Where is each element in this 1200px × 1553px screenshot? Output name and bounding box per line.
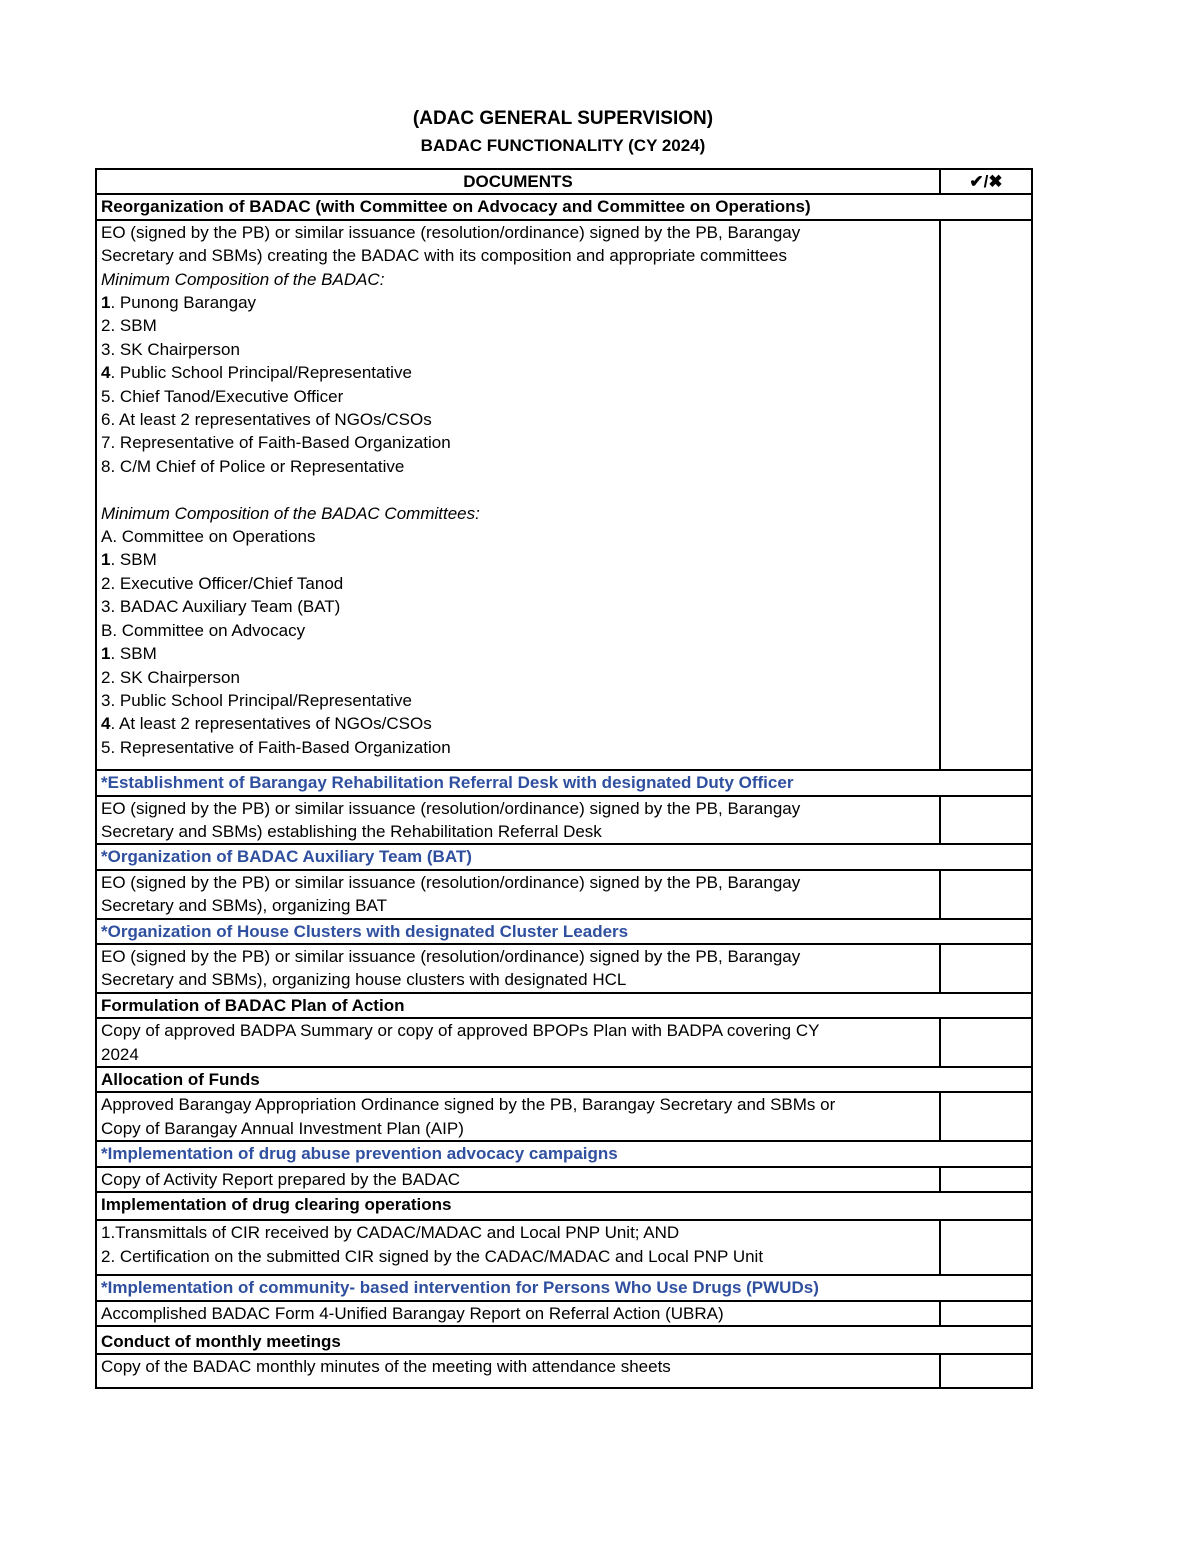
- check-cell[interactable]: [940, 1167, 1032, 1192]
- member-item: 1. Punong Barangay: [101, 293, 257, 313]
- document-row-allocation-of-funds: [96, 1092, 1032, 1141]
- member-item: 6. At least 2 representatives of NGOs/CSOs: [101, 410, 432, 430]
- member-item: 4. Public School Principal/Representative: [101, 363, 412, 383]
- document-line: Copy of Activity Report prepared by the BADAC: [101, 1169, 461, 1189]
- document-line: EO (signed by the PB) or similar issuance (resolution/ordinance) signed by the PB, Barangay: [101, 872, 801, 892]
- document-line: 2. Certification on the submitted CIR signed by the CADAC/MADAC and Local PNP Unit: [101, 1246, 764, 1266]
- document-line: Secretary and SBMs), organizing house clusters with designated HCL: [101, 970, 627, 990]
- section-heading: *Implementation of drug abuse prevention advocacy campaigns: [96, 1141, 1032, 1166]
- section-row-house-clusters: [96, 919, 1032, 944]
- section-row-monthly-meetings: [96, 1326, 1032, 1354]
- document-description: [96, 796, 940, 845]
- document-description: [96, 1018, 940, 1067]
- document-description: [96, 1354, 940, 1387]
- document-row-advocacy-campaigns: [96, 1167, 1032, 1192]
- section-row-allocation-of-funds: [96, 1067, 1032, 1092]
- documents-column-header: DOCUMENTS: [96, 169, 940, 194]
- document-row-drug-clearing: [96, 1220, 1032, 1275]
- section-row-drug-clearing: [96, 1192, 1032, 1220]
- check-cell[interactable]: [940, 1092, 1032, 1141]
- committee-member-item: 5. Representative of Faith-Based Organization: [101, 737, 451, 757]
- section-heading: *Organization of House Clusters with designated Cluster Leaders: [96, 919, 1032, 944]
- check-cell[interactable]: [940, 1301, 1032, 1326]
- document-description: [96, 1167, 940, 1192]
- section-heading: *Implementation of community- based intervention for Persons Who Use Drugs (PWUDs): [96, 1275, 1032, 1300]
- page-title: (ADAC GENERAL SUPERVISION): [412, 108, 714, 129]
- section-heading: *Establishment of Barangay Rehabilitation Referral Desk with designated Duty Officer: [96, 770, 1032, 795]
- member-item: 3. SK Chairperson: [101, 339, 240, 359]
- document-line: 1.Transmittals of CIR received by CADAC/MADAC and Local PNP Unit; AND: [101, 1223, 680, 1243]
- member-item: 5. Chief Tanod/Executive Officer: [101, 386, 344, 406]
- committee-member-item: 2. Executive Officer/Chief Tanod: [101, 573, 344, 593]
- section-heading: Formulation of BADAC Plan of Action: [96, 993, 1032, 1018]
- documents-table: [95, 168, 1033, 1389]
- document-line: Secretary and SBMs) establishing the Rehabilitation Referral Desk: [101, 821, 602, 841]
- document-row-bat: [96, 870, 1032, 919]
- document-description: [96, 944, 940, 993]
- minimum-composition-label: Minimum Composition of the BADAC:: [101, 269, 385, 289]
- page-subtitle: BADAC FUNCTIONALITY (CY 2024): [420, 136, 706, 155]
- document-description: [96, 220, 940, 770]
- document-row-house-clusters: [96, 944, 1032, 993]
- document-line: EO (signed by the PB) or similar issuance (resolution/ordinance) signed by the PB, Barangay: [101, 946, 801, 966]
- committee-member-item: 3. Public School Principal/Representative: [101, 690, 412, 710]
- document-description: [96, 1301, 940, 1326]
- committee-advocacy-label: B. Committee on Advocacy: [101, 620, 306, 640]
- member-item: 7. Representative of Faith-Based Organization: [101, 433, 451, 453]
- check-cell[interactable]: [940, 944, 1032, 993]
- section-row-referral-desk: [96, 770, 1032, 795]
- committee-member-item: 1. SBM: [101, 550, 157, 570]
- table-header-row: [96, 169, 1032, 194]
- document-row-reorganization: [96, 220, 1032, 770]
- member-item: 8. C/M Chief of Police or Representative: [101, 456, 405, 476]
- check-cell[interactable]: [940, 1018, 1032, 1067]
- document-line: Approved Barangay Appropriation Ordinance signed by the PB, Barangay Secretary and SBMs or: [101, 1095, 836, 1115]
- document-line: Secretary and SBMs), organizing BAT: [101, 896, 387, 916]
- section-row-plan-of-action: [96, 993, 1032, 1018]
- document-description: [96, 1092, 940, 1141]
- check-cell[interactable]: [940, 870, 1032, 919]
- check-column-header: ✔/✖: [940, 169, 1032, 194]
- section-row-reorganization: [96, 194, 1032, 219]
- document-line: Copy of approved BADPA Summary or copy of approved BPOPs Plan with BADPA covering CY: [101, 1021, 820, 1041]
- section-row-bat: [96, 844, 1032, 869]
- document-row-monthly-meetings: [96, 1354, 1032, 1387]
- document-line: 2024: [101, 1044, 139, 1064]
- section-row-advocacy-campaigns: [96, 1141, 1032, 1166]
- section-heading: Implementation of drug clearing operations: [96, 1192, 1032, 1220]
- member-item: 2. SBM: [101, 316, 157, 336]
- document-line: Copy of the BADAC monthly minutes of the meeting with attendance sheets: [101, 1357, 671, 1377]
- document-row-referral-desk: [96, 796, 1032, 845]
- check-cell[interactable]: [940, 220, 1032, 770]
- document-description: [96, 870, 940, 919]
- document-line: Copy of Barangay Annual Investment Plan (AIP): [101, 1118, 464, 1138]
- section-heading: Conduct of monthly meetings: [96, 1326, 1032, 1354]
- section-row-pwud-intervention: [96, 1275, 1032, 1300]
- check-cell[interactable]: [940, 796, 1032, 845]
- document-line: EO (signed by the PB) or similar issuance (resolution/ordinance) signed by the PB, Barangay: [101, 222, 801, 242]
- section-heading: Reorganization of BADAC (with Committee on Advocacy and Committee on Operations): [96, 194, 1032, 219]
- committee-member-item: 4. At least 2 representatives of NGOs/CSOs: [101, 714, 432, 734]
- document-row-pwud-intervention: [96, 1301, 1032, 1326]
- document-line: EO (signed by the PB) or similar issuance (resolution/ordinance) signed by the PB, Barangay: [101, 798, 801, 818]
- committee-composition-label: Minimum Composition of the BADAC Committees:: [101, 503, 480, 523]
- committee-member-item: 3. BADAC Auxiliary Team (BAT): [101, 597, 341, 617]
- check-cell[interactable]: [940, 1220, 1032, 1275]
- section-heading: Allocation of Funds: [96, 1067, 1032, 1092]
- check-cell[interactable]: [940, 1354, 1032, 1387]
- document-line: Accomplished BADAC Form 4-Unified Barangay Report on Referral Action (UBRA): [101, 1303, 724, 1323]
- document-line: Secretary and SBMs) creating the BADAC with its composition and appropriate committees: [101, 246, 787, 266]
- document-row-plan-of-action: [96, 1018, 1032, 1067]
- section-heading: *Organization of BADAC Auxiliary Team (BAT): [96, 844, 1032, 869]
- committee-member-item: 2. SK Chairperson: [101, 667, 240, 687]
- document-description: [96, 1220, 940, 1275]
- committee-member-item: 1. SBM: [101, 644, 157, 664]
- committee-operations-label: A. Committee on Operations: [101, 527, 316, 547]
